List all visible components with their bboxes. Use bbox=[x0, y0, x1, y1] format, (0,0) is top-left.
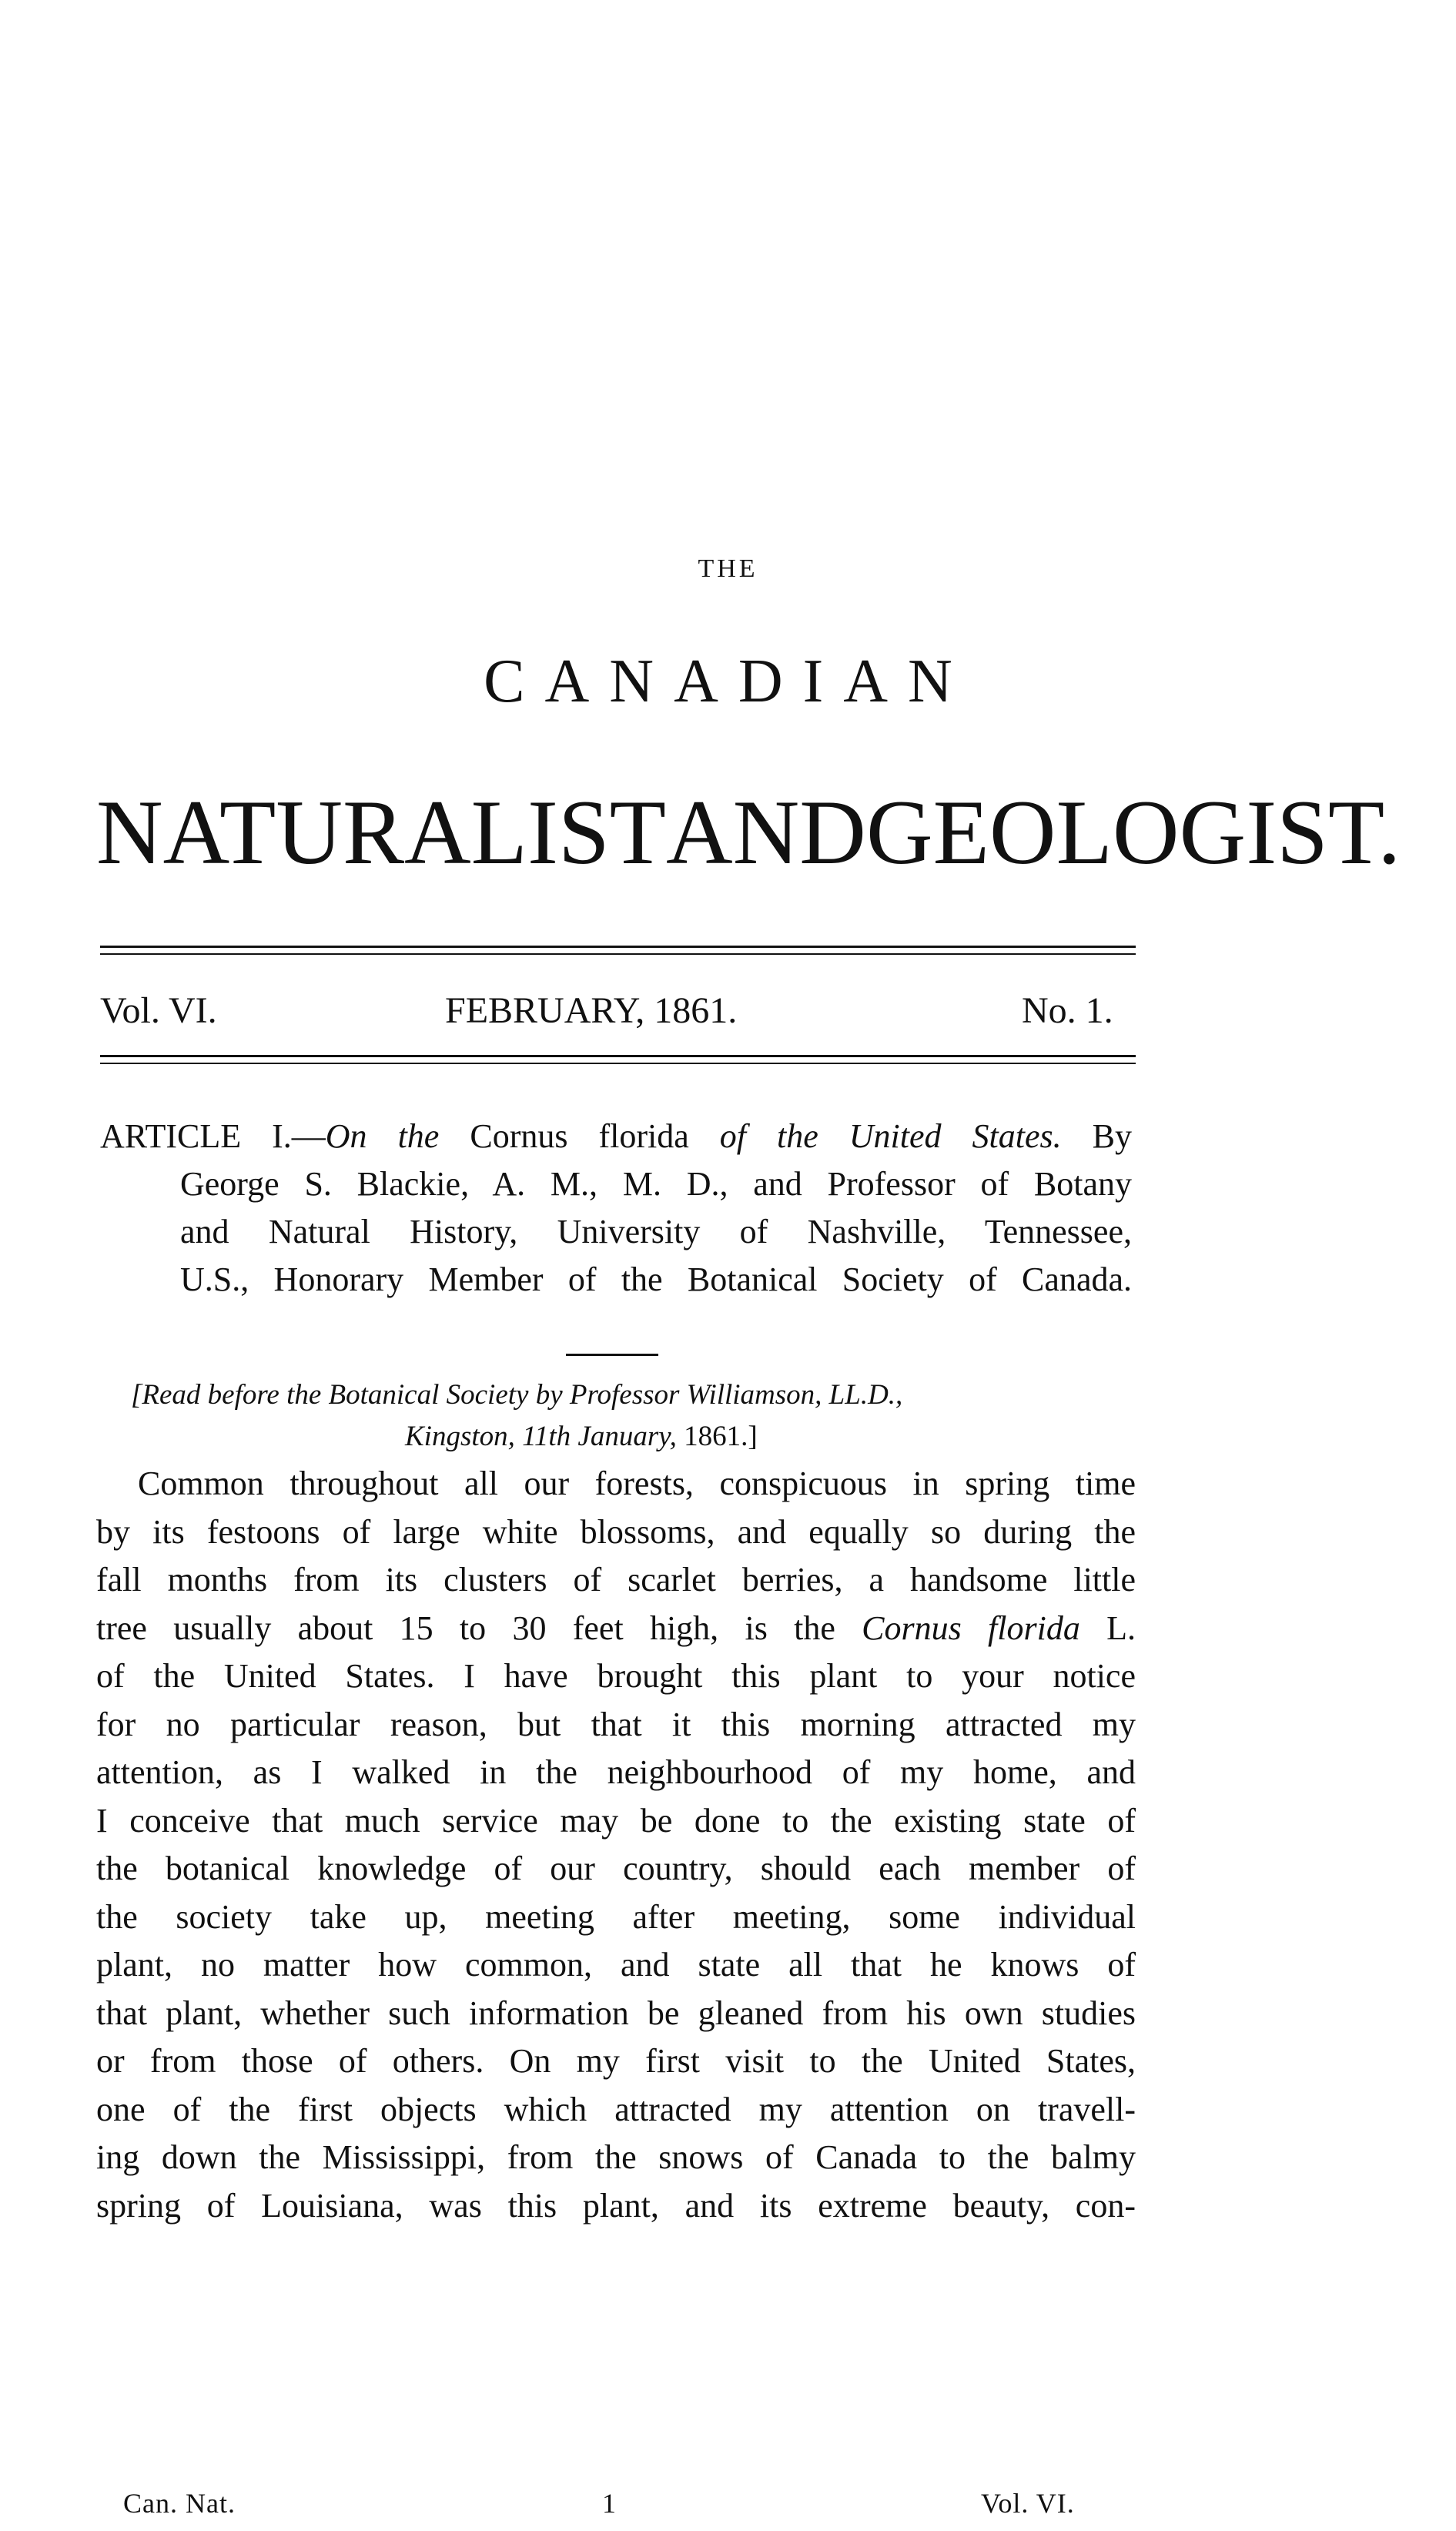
body-line: spring of Louisiana, was this plant, and its extreme beauty, con- bbox=[96, 2186, 1136, 2225]
author-line: George S. Blackie, A. M., M. D., and Professor of Botany bbox=[180, 1165, 1132, 1203]
article-heading bbox=[100, 1113, 1132, 1304]
body-line: ing down the Mississippi, from the snows of Canada to the balmy bbox=[96, 2138, 1136, 2176]
read-note-year: 1861.] bbox=[684, 1421, 758, 1452]
body-line: attention, as I walked in the neighbourhood of my home, and bbox=[96, 1753, 1136, 1791]
double-rule-bottom-a bbox=[100, 1055, 1136, 1057]
article-body bbox=[96, 1460, 1136, 2230]
masthead-the: THE bbox=[698, 554, 758, 583]
read-note-line-2 bbox=[131, 1416, 1132, 1458]
masthead-word-geologist: GEOLOGIST. bbox=[865, 781, 1401, 883]
read-note-line-1: [Read before the Botanical Society by Professor Williamson, LL.D., bbox=[131, 1379, 903, 1411]
author-line: and Natural History, University of Nashville, Tennessee, bbox=[180, 1213, 1132, 1250]
read-note bbox=[131, 1374, 1132, 1458]
issue-number: No. 1. bbox=[1022, 990, 1113, 1031]
article-by: By bbox=[1092, 1117, 1133, 1155]
issue-volume: Vol. VI. bbox=[100, 990, 217, 1031]
body-line: one of the first objects which attracted my attention on travell- bbox=[96, 2090, 1136, 2128]
double-rule-top-b bbox=[100, 953, 1136, 955]
body-line: by its festoons of large white blossoms, and equally so during the bbox=[96, 1512, 1136, 1551]
body-line: I conceive that much service may be done to the existing state of bbox=[96, 1801, 1136, 1840]
article-title-of: of the United States. bbox=[719, 1117, 1062, 1155]
article-label: ARTICLE I.— bbox=[100, 1117, 326, 1155]
issue-date: FEBRUARY, 1861. bbox=[445, 990, 738, 1031]
body-line: Common throughout all our forests, conspicuous in spring time bbox=[138, 1465, 1136, 1502]
body-line: fall months from its clusters of scarlet berries, a handsome little bbox=[96, 1561, 1136, 1599]
body-line: or from those of others. On my first visit to the United States, bbox=[96, 2042, 1136, 2080]
author-line: U.S., Honorary Member of the Botanical Society of Canada. bbox=[180, 1260, 1132, 1298]
masthead-title bbox=[96, 779, 1401, 886]
masthead-word-and: AND bbox=[665, 781, 866, 883]
body-line-4-text: tree usually about 15 to 30 feet high, is the bbox=[96, 1609, 835, 1647]
body-line: the botanical knowledge of our country, should each member of bbox=[96, 1850, 1136, 1887]
footer-journal: Can. Nat. bbox=[123, 2488, 236, 2519]
body-line: the society take up, meeting after meeting, some individual bbox=[96, 1897, 1136, 1936]
article-title-on: On the bbox=[325, 1117, 440, 1155]
body-line: that plant, whether such information be gleaned from his own studies bbox=[96, 1994, 1136, 2032]
body-line: of the United States. I have brought this plant to your notice bbox=[96, 1657, 1136, 1695]
body-species-name: Cornus florida bbox=[862, 1609, 1080, 1647]
body-line: plant, no matter how common, and state all that he knows of bbox=[96, 1946, 1136, 1984]
article-title-line bbox=[100, 1113, 1132, 1160]
double-rule-bottom-b bbox=[100, 1063, 1136, 1064]
footer-volume: Vol. VI. bbox=[981, 2488, 1075, 2519]
masthead-word-naturalist: NATURALIST bbox=[96, 781, 666, 883]
footer-page-number: 1 bbox=[602, 2488, 617, 2519]
read-note-place-date: Kingston, 11th January, bbox=[405, 1421, 677, 1452]
section-divider bbox=[566, 1354, 658, 1356]
body-line-species bbox=[96, 1605, 1136, 1653]
article-title-species: Cornus florida bbox=[470, 1117, 689, 1155]
double-rule-top-a bbox=[100, 946, 1136, 948]
body-species-authority: L. bbox=[1106, 1609, 1136, 1647]
body-line: for no particular reason, but that it this morning attracted my bbox=[96, 1705, 1136, 1743]
masthead-canadian: CANADIAN bbox=[484, 648, 972, 715]
